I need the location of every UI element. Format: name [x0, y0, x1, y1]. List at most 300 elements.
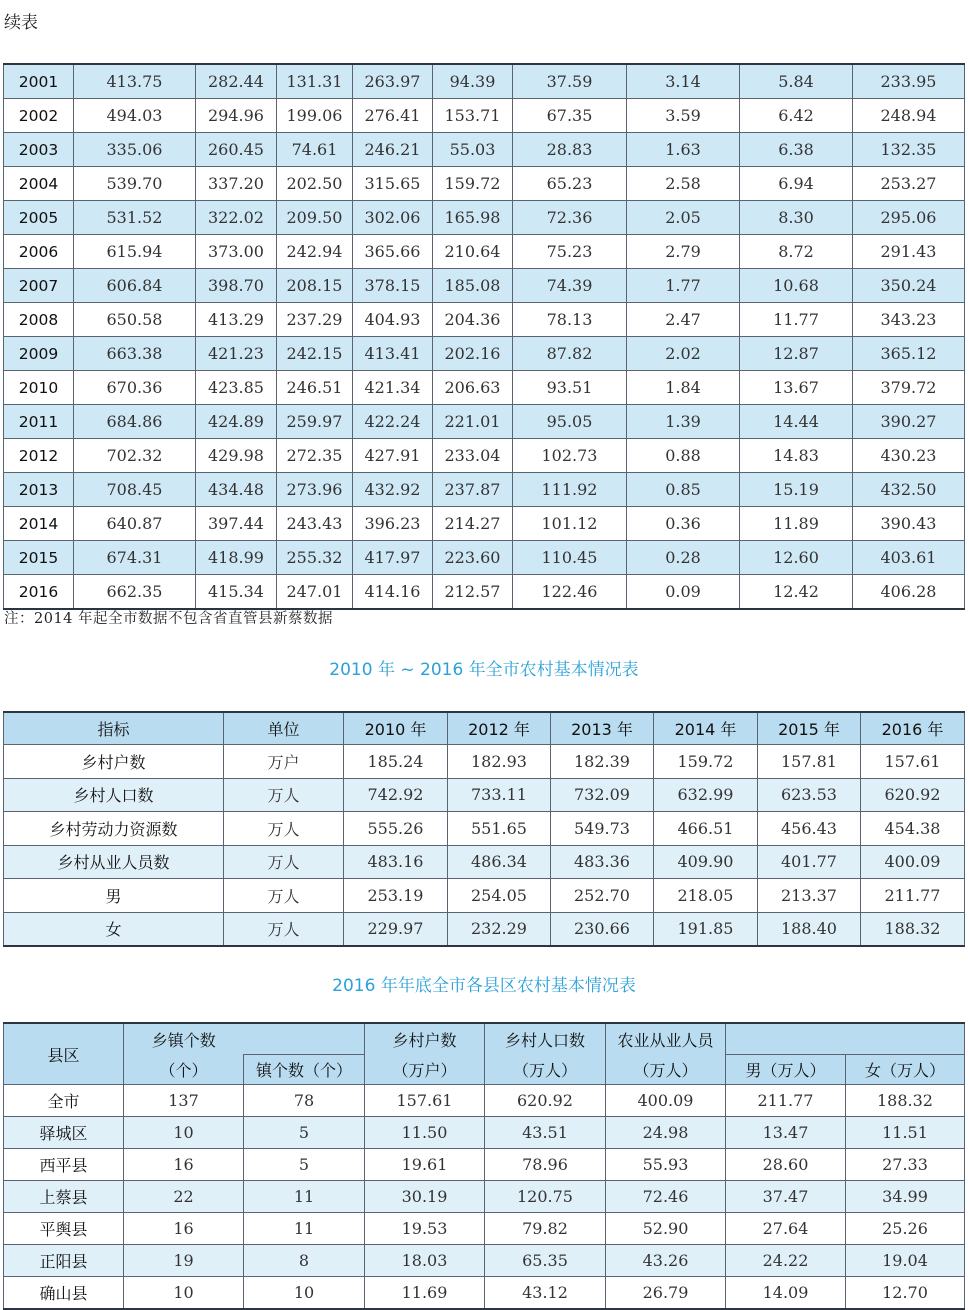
col9-cell: 233.95 — [853, 64, 965, 99]
header-townships-unit: （个） — [124, 1054, 244, 1085]
col9-cell: 406.28 — [853, 575, 965, 610]
y2014-cell: 218.05 — [654, 879, 758, 913]
col8-cell: 11.89 — [740, 507, 853, 541]
male-cell: 27.64 — [726, 1213, 846, 1245]
col4-cell: 422.24 — [353, 405, 433, 439]
townships-cell: 137 — [124, 1085, 244, 1117]
col7-cell: 3.59 — [627, 99, 740, 133]
y2013-cell: 732.09 — [551, 778, 654, 812]
table-row — [4, 133, 965, 167]
county-cell: 正阳县 — [4, 1245, 124, 1277]
county-cell: 西平县 — [4, 1149, 124, 1181]
col1-cell: 674.31 — [74, 541, 196, 575]
female-cell: 19.04 — [846, 1245, 965, 1277]
col3-cell: 237.29 — [277, 303, 353, 337]
col1-cell: 663.38 — [74, 337, 196, 371]
year-cell: 2015 — [4, 541, 74, 575]
towns-cell: 5 — [244, 1117, 365, 1149]
county-cell: 确山县 — [4, 1277, 124, 1310]
col4-cell: 378.15 — [353, 269, 433, 303]
ag-workers-cell: 72.46 — [606, 1181, 726, 1213]
y2016-cell: 400.09 — [861, 845, 965, 879]
male-cell: 13.47 — [726, 1117, 846, 1149]
col1-cell: 335.06 — [74, 133, 196, 167]
header-female: 女（万人） — [846, 1054, 965, 1085]
header-population: 乡村人口数 — [485, 1023, 606, 1054]
col9-cell: 379.72 — [853, 371, 965, 405]
table-row — [4, 912, 965, 946]
rural-overview-title: 2010 年 ~ 2016 年全市农村基本情况表 — [329, 660, 639, 680]
y2014-cell: 409.90 — [654, 845, 758, 879]
townships-cell: 10 — [124, 1277, 244, 1310]
table-row — [4, 541, 965, 575]
col9-cell: 291.43 — [853, 235, 965, 269]
col4-cell: 302.06 — [353, 201, 433, 235]
col3-cell: 199.06 — [277, 99, 353, 133]
col6-cell: 67.35 — [513, 99, 627, 133]
towns-cell: 5 — [244, 1149, 365, 1181]
male-cell: 37.47 — [726, 1181, 846, 1213]
year-cell: 2010 — [4, 371, 74, 405]
col5-cell: 204.36 — [433, 303, 513, 337]
header-towns: 镇个数（个） — [244, 1054, 365, 1085]
header-county: 县区 — [4, 1023, 124, 1085]
col5-cell: 55.03 — [433, 133, 513, 167]
col6-cell: 37.59 — [513, 64, 627, 99]
col9-cell: 253.27 — [853, 167, 965, 201]
col9-cell: 390.27 — [853, 405, 965, 439]
towns-cell: 11 — [244, 1181, 365, 1213]
col7-cell: 1.84 — [627, 371, 740, 405]
col3-cell: 208.15 — [277, 269, 353, 303]
col2-cell: 434.48 — [196, 473, 277, 507]
households-cell: 19.53 — [365, 1213, 485, 1245]
year-cell: 2003 — [4, 133, 74, 167]
col5-cell: 185.08 — [433, 269, 513, 303]
col7-cell: 3.14 — [627, 64, 740, 99]
female-cell: 34.99 — [846, 1181, 965, 1213]
col4-cell: 417.97 — [353, 541, 433, 575]
year-cell: 2004 — [4, 167, 74, 201]
households-cell: 157.61 — [365, 1085, 485, 1117]
table-note: 注：2014 年起全市数据不包含省直管县新蔡数据 — [4, 611, 334, 627]
col4-cell: 365.66 — [353, 235, 433, 269]
y2012-cell: 254.05 — [448, 879, 551, 913]
col5-cell: 233.04 — [433, 439, 513, 473]
year-cell: 2005 — [4, 201, 74, 235]
col8-cell: 6.38 — [740, 133, 853, 167]
y2016-cell: 157.61 — [861, 745, 965, 779]
table-row — [4, 371, 965, 405]
continued-label: 续表 — [4, 13, 38, 33]
col4-cell: 404.93 — [353, 303, 433, 337]
col2-cell: 294.96 — [196, 99, 277, 133]
col1-cell: 413.75 — [74, 64, 196, 99]
y2012-cell: 232.29 — [448, 912, 551, 946]
header-indicator: 指标 — [4, 712, 224, 745]
col4-cell: 276.41 — [353, 99, 433, 133]
col9-cell: 432.50 — [853, 473, 965, 507]
y2010-cell: 185.24 — [344, 745, 448, 779]
county-cell: 上蔡县 — [4, 1181, 124, 1213]
towns-cell: 8 — [244, 1245, 365, 1277]
y2012-cell: 733.11 — [448, 778, 551, 812]
col4-cell: 263.97 — [353, 64, 433, 99]
y2014-cell: 466.51 — [654, 812, 758, 846]
table-row — [4, 1117, 965, 1149]
col7-cell: 2.02 — [627, 337, 740, 371]
col3-cell: 247.01 — [277, 575, 353, 610]
col8-cell: 12.42 — [740, 575, 853, 610]
table-row — [4, 235, 965, 269]
table-row — [4, 439, 965, 473]
table-row — [4, 167, 965, 201]
header-2016: 2016 年 — [861, 712, 965, 745]
col1-cell: 684.86 — [74, 405, 196, 439]
y2013-cell: 182.39 — [551, 745, 654, 779]
table-row — [4, 1181, 965, 1213]
unit-cell: 万人 — [224, 879, 344, 913]
col8-cell: 15.19 — [740, 473, 853, 507]
col3-cell: 131.31 — [277, 64, 353, 99]
col6-cell: 95.05 — [513, 405, 627, 439]
col6-cell: 101.12 — [513, 507, 627, 541]
col2-cell: 424.89 — [196, 405, 277, 439]
male-cell: 211.77 — [726, 1085, 846, 1117]
table-row — [4, 575, 965, 610]
households-cell: 11.69 — [365, 1277, 485, 1310]
county-cell: 平舆县 — [4, 1213, 124, 1245]
header-ag-spacer-2 — [846, 1023, 965, 1054]
col8-cell: 8.72 — [740, 235, 853, 269]
col3-cell: 272.35 — [277, 439, 353, 473]
y2010-cell: 253.19 — [344, 879, 448, 913]
col1-cell: 531.52 — [74, 201, 196, 235]
col5-cell: 153.71 — [433, 99, 513, 133]
col4-cell: 413.41 — [353, 337, 433, 371]
female-cell: 27.33 — [846, 1149, 965, 1181]
y2014-cell: 191.85 — [654, 912, 758, 946]
table-row — [4, 1085, 965, 1117]
townships-cell: 19 — [124, 1245, 244, 1277]
year-cell: 2014 — [4, 507, 74, 541]
col3-cell: 242.15 — [277, 337, 353, 371]
households-cell: 30.19 — [365, 1181, 485, 1213]
female-cell: 11.51 — [846, 1117, 965, 1149]
col6-cell: 93.51 — [513, 371, 627, 405]
female-cell: 12.70 — [846, 1277, 965, 1310]
towns-cell: 78 — [244, 1085, 365, 1117]
col5-cell: 212.57 — [433, 575, 513, 610]
col7-cell: 0.85 — [627, 473, 740, 507]
table-row — [4, 405, 965, 439]
population-cell: 620.92 — [485, 1085, 606, 1117]
table-row — [4, 303, 965, 337]
y2015-cell: 456.43 — [758, 812, 861, 846]
col7-cell: 0.09 — [627, 575, 740, 610]
header-ag-spacer-1 — [726, 1023, 846, 1054]
col2-cell: 415.34 — [196, 575, 277, 610]
unit-cell: 万人 — [224, 845, 344, 879]
townships-cell: 16 — [124, 1213, 244, 1245]
indicator-cell: 乡村从业人员数 — [4, 845, 224, 879]
col2-cell: 337.20 — [196, 167, 277, 201]
unit-cell: 万人 — [224, 778, 344, 812]
y2015-cell: 188.40 — [758, 912, 861, 946]
year-cell: 2016 — [4, 575, 74, 610]
col3-cell: 74.61 — [277, 133, 353, 167]
county-overview-title: 2016 年年底全市各县区农村基本情况表 — [332, 976, 636, 996]
indicator-cell: 乡村户数 — [4, 745, 224, 779]
col5-cell: 206.63 — [433, 371, 513, 405]
header-2010: 2010 年 — [344, 712, 448, 745]
header-2015: 2015 年 — [758, 712, 861, 745]
col2-cell: 322.02 — [196, 201, 277, 235]
header-townships: 乡镇个数 — [124, 1023, 244, 1054]
female-cell: 25.26 — [846, 1213, 965, 1245]
table-row — [4, 99, 965, 133]
col5-cell: 221.01 — [433, 405, 513, 439]
col9-cell: 295.06 — [853, 201, 965, 235]
col2-cell: 418.99 — [196, 541, 277, 575]
y2013-cell: 230.66 — [551, 912, 654, 946]
header-2013: 2013 年 — [551, 712, 654, 745]
population-cell: 43.51 — [485, 1117, 606, 1149]
y2012-cell: 551.65 — [448, 812, 551, 846]
year-cell: 2008 — [4, 303, 74, 337]
annual-data-table — [3, 63, 965, 610]
y2012-cell: 182.93 — [448, 745, 551, 779]
col4-cell: 246.21 — [353, 133, 433, 167]
year-cell: 2011 — [4, 405, 74, 439]
y2015-cell: 401.77 — [758, 845, 861, 879]
col3-cell: 243.43 — [277, 507, 353, 541]
col6-cell: 87.82 — [513, 337, 627, 371]
col9-cell: 350.24 — [853, 269, 965, 303]
col5-cell: 94.39 — [433, 64, 513, 99]
ag-workers-cell: 55.93 — [606, 1149, 726, 1181]
ag-workers-cell: 26.79 — [606, 1277, 726, 1310]
table-row — [4, 1277, 965, 1310]
col7-cell: 2.05 — [627, 201, 740, 235]
y2010-cell: 555.26 — [344, 812, 448, 846]
col4-cell: 421.34 — [353, 371, 433, 405]
population-cell: 78.96 — [485, 1149, 606, 1181]
col2-cell: 397.44 — [196, 507, 277, 541]
col4-cell: 396.23 — [353, 507, 433, 541]
towns-cell: 11 — [244, 1213, 365, 1245]
year-cell: 2009 — [4, 337, 74, 371]
header-households-unit: （万户） — [365, 1054, 485, 1085]
col4-cell: 414.16 — [353, 575, 433, 610]
col8-cell: 14.83 — [740, 439, 853, 473]
col9-cell: 248.94 — [853, 99, 965, 133]
col2-cell: 373.00 — [196, 235, 277, 269]
population-cell: 65.35 — [485, 1245, 606, 1277]
col7-cell: 1.39 — [627, 405, 740, 439]
table-row — [4, 879, 965, 913]
col6-cell: 122.46 — [513, 575, 627, 610]
col7-cell: 0.36 — [627, 507, 740, 541]
col1-cell: 670.36 — [74, 371, 196, 405]
ag-workers-cell: 43.26 — [606, 1245, 726, 1277]
col9-cell: 430.23 — [853, 439, 965, 473]
col8-cell: 5.84 — [740, 64, 853, 99]
table-row — [4, 1213, 965, 1245]
col3-cell: 255.32 — [277, 541, 353, 575]
male-cell: 14.09 — [726, 1277, 846, 1310]
col8-cell: 14.44 — [740, 405, 853, 439]
y2016-cell: 188.32 — [861, 912, 965, 946]
year-cell: 2012 — [4, 439, 74, 473]
year-cell: 2007 — [4, 269, 74, 303]
y2016-cell: 454.38 — [861, 812, 965, 846]
col4-cell: 427.91 — [353, 439, 433, 473]
y2015-cell: 213.37 — [758, 879, 861, 913]
col2-cell: 421.23 — [196, 337, 277, 371]
header-ag-workers: 农业从业人员 — [606, 1023, 726, 1054]
col1-cell: 640.87 — [74, 507, 196, 541]
col5-cell: 159.72 — [433, 167, 513, 201]
col5-cell: 223.60 — [433, 541, 513, 575]
indicator-cell: 乡村人口数 — [4, 778, 224, 812]
y2013-cell: 483.36 — [551, 845, 654, 879]
header-population-unit: （万人） — [485, 1054, 606, 1085]
unit-cell: 万户 — [224, 745, 344, 779]
col3-cell: 273.96 — [277, 473, 353, 507]
col2-cell: 429.98 — [196, 439, 277, 473]
y2012-cell: 486.34 — [448, 845, 551, 879]
col8-cell: 10.68 — [740, 269, 853, 303]
header-townships-spacer — [244, 1023, 365, 1054]
households-cell: 18.03 — [365, 1245, 485, 1277]
unit-cell: 万人 — [224, 812, 344, 846]
ag-workers-cell: 24.98 — [606, 1117, 726, 1149]
male-cell: 28.60 — [726, 1149, 846, 1181]
col8-cell: 12.60 — [740, 541, 853, 575]
col9-cell: 343.23 — [853, 303, 965, 337]
col1-cell: 702.32 — [74, 439, 196, 473]
year-cell: 2002 — [4, 99, 74, 133]
col7-cell: 1.63 — [627, 133, 740, 167]
households-cell: 19.61 — [365, 1149, 485, 1181]
table-row — [4, 64, 965, 99]
col1-cell: 708.45 — [74, 473, 196, 507]
col8-cell: 13.67 — [740, 371, 853, 405]
col6-cell: 75.23 — [513, 235, 627, 269]
male-cell: 24.22 — [726, 1245, 846, 1277]
col8-cell: 8.30 — [740, 201, 853, 235]
population-cell: 79.82 — [485, 1213, 606, 1245]
households-cell: 11.50 — [365, 1117, 485, 1149]
col6-cell: 72.36 — [513, 201, 627, 235]
population-cell: 120.75 — [485, 1181, 606, 1213]
header-unit: 单位 — [224, 712, 344, 745]
header-households: 乡村户数 — [365, 1023, 485, 1054]
col9-cell: 132.35 — [853, 133, 965, 167]
indicator-cell: 乡村劳动力资源数 — [4, 812, 224, 846]
header-2012: 2012 年 — [448, 712, 551, 745]
col3-cell: 246.51 — [277, 371, 353, 405]
col6-cell: 110.45 — [513, 541, 627, 575]
y2015-cell: 157.81 — [758, 745, 861, 779]
year-cell: 2013 — [4, 473, 74, 507]
col8-cell: 6.42 — [740, 99, 853, 133]
unit-cell: 万人 — [224, 912, 344, 946]
townships-cell: 10 — [124, 1117, 244, 1149]
county-cell: 全市 — [4, 1085, 124, 1117]
col6-cell: 78.13 — [513, 303, 627, 337]
table-row — [4, 507, 965, 541]
header-2014: 2014 年 — [654, 712, 758, 745]
table-row — [4, 201, 965, 235]
col7-cell: 2.47 — [627, 303, 740, 337]
col5-cell: 237.87 — [433, 473, 513, 507]
y2013-cell: 549.73 — [551, 812, 654, 846]
col1-cell: 539.70 — [74, 167, 196, 201]
col5-cell: 165.98 — [433, 201, 513, 235]
col6-cell: 74.39 — [513, 269, 627, 303]
y2016-cell: 211.77 — [861, 879, 965, 913]
y2016-cell: 620.92 — [861, 778, 965, 812]
col1-cell: 606.84 — [74, 269, 196, 303]
col7-cell: 0.88 — [627, 439, 740, 473]
col6-cell: 102.73 — [513, 439, 627, 473]
col2-cell: 282.44 — [196, 64, 277, 99]
col2-cell: 423.85 — [196, 371, 277, 405]
y2010-cell: 742.92 — [344, 778, 448, 812]
table-row — [4, 473, 965, 507]
y2013-cell: 252.70 — [551, 879, 654, 913]
header-ag-workers-unit: （万人） — [606, 1054, 726, 1085]
col5-cell: 214.27 — [433, 507, 513, 541]
towns-cell: 10 — [244, 1277, 365, 1310]
year-cell: 2006 — [4, 235, 74, 269]
table-row — [4, 812, 965, 846]
col8-cell: 12.87 — [740, 337, 853, 371]
table-row — [4, 269, 965, 303]
county-overview-table — [3, 1022, 965, 1310]
table-row — [4, 778, 965, 812]
col3-cell: 242.94 — [277, 235, 353, 269]
indicator-cell: 男 — [4, 879, 224, 913]
col6-cell: 28.83 — [513, 133, 627, 167]
table-row — [4, 1245, 965, 1277]
y2010-cell: 483.16 — [344, 845, 448, 879]
col1-cell: 662.35 — [74, 575, 196, 610]
y2014-cell: 159.72 — [654, 745, 758, 779]
col7-cell: 2.79 — [627, 235, 740, 269]
col4-cell: 432.92 — [353, 473, 433, 507]
col7-cell: 1.77 — [627, 269, 740, 303]
col7-cell: 0.28 — [627, 541, 740, 575]
rural-overview-table — [3, 711, 965, 947]
col3-cell: 259.97 — [277, 405, 353, 439]
female-cell: 188.32 — [846, 1085, 965, 1117]
col3-cell: 209.50 — [277, 201, 353, 235]
year-cell: 2001 — [4, 64, 74, 99]
col2-cell: 413.29 — [196, 303, 277, 337]
y2015-cell: 623.53 — [758, 778, 861, 812]
table-row — [4, 845, 965, 879]
table-row — [4, 1149, 965, 1181]
ag-workers-cell: 400.09 — [606, 1085, 726, 1117]
col1-cell: 494.03 — [74, 99, 196, 133]
col5-cell: 210.64 — [433, 235, 513, 269]
col6-cell: 111.92 — [513, 473, 627, 507]
col2-cell: 398.70 — [196, 269, 277, 303]
col3-cell: 202.50 — [277, 167, 353, 201]
